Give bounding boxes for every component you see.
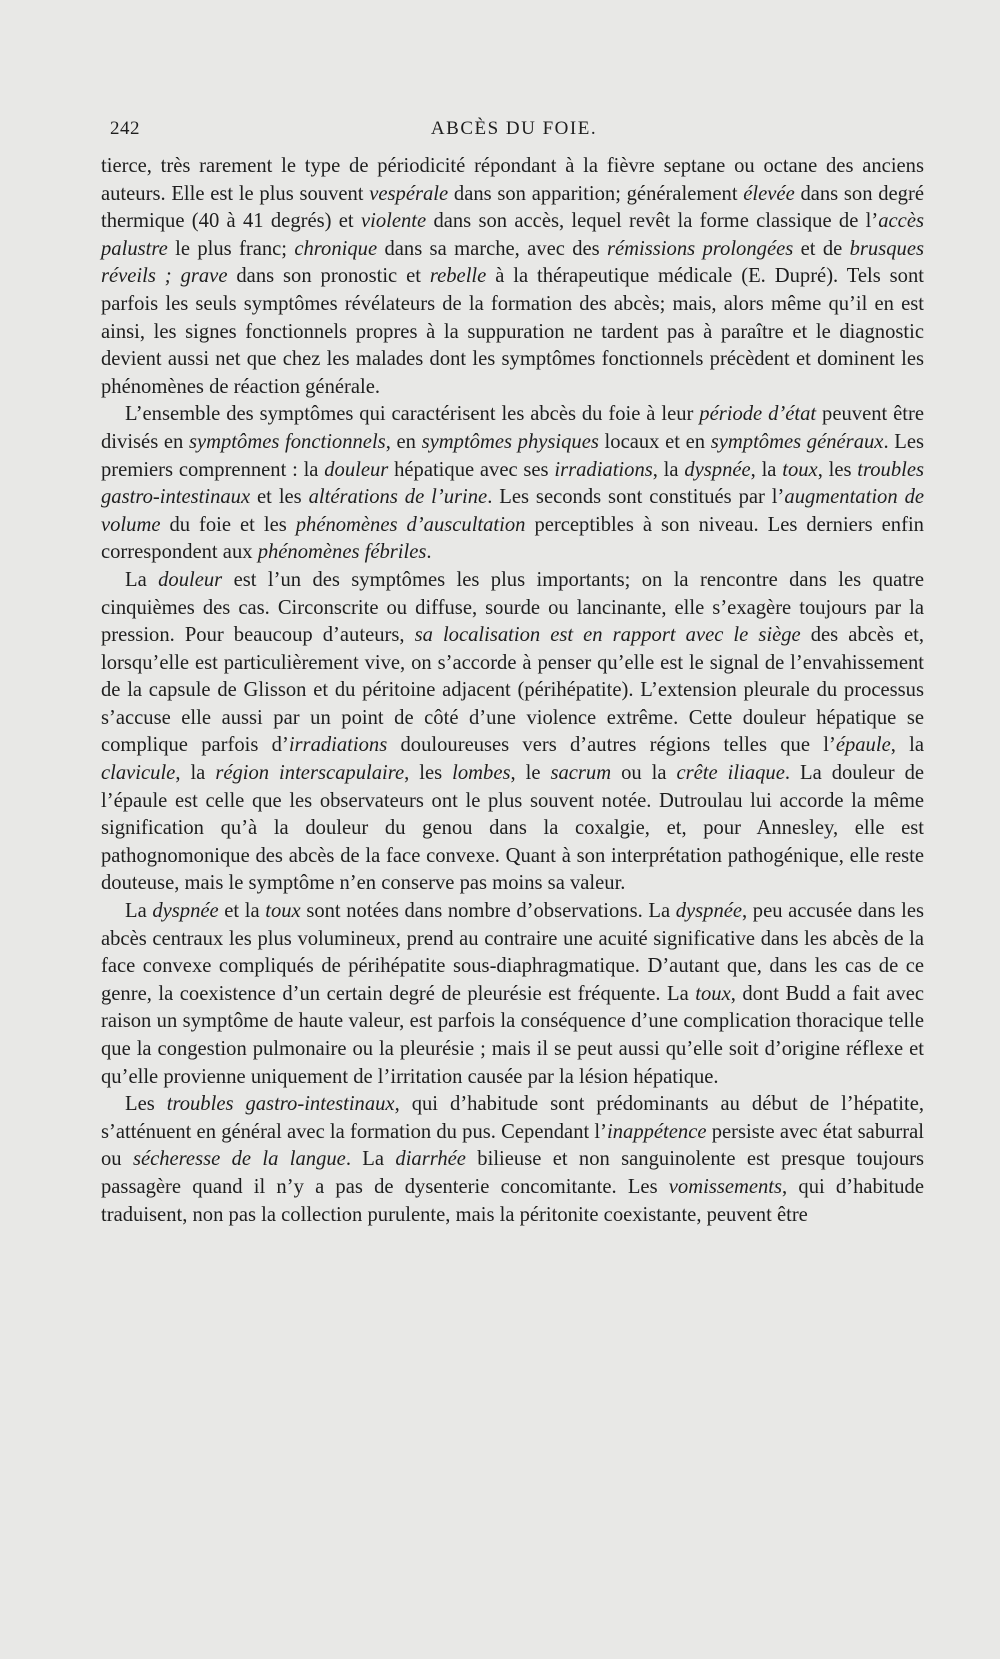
running-title: ABCÈS DU FOIE.: [430, 118, 598, 139]
italic-term: région interscapulaire: [215, 762, 405, 785]
italic-term: troubles gastro-intestinaux: [166, 1093, 395, 1116]
text-run: , le: [510, 762, 551, 785]
italic-term: violente: [360, 210, 427, 233]
paragraph-5: [101, 1091, 924, 1229]
italic-term: altérations de l’urine: [308, 486, 488, 509]
italic-term: rémissions prolongées: [607, 237, 794, 260]
text-run: L’ensemble des symptômes qui caractérisent les abcès du foie à leur: [125, 403, 700, 426]
text-run: le plus franc;: [167, 237, 295, 260]
paragraph-3: [101, 567, 924, 898]
text-run: douloureuses vers d’autres régions telles que l’: [387, 734, 836, 757]
paragraph-2: [101, 401, 924, 567]
text-run: dans son degré thermique (40 à 41 degrés) et: [101, 182, 924, 233]
italic-term: toux: [265, 900, 301, 923]
italic-term: augmentation de volume: [101, 486, 925, 536]
text-run: . La: [345, 1148, 396, 1171]
text-run: peuvent être divisés en: [101, 403, 925, 453]
text-run: , les: [817, 458, 858, 481]
italic-term: toux: [695, 982, 731, 1005]
italic-term: symptômes fonctionnels: [188, 430, 386, 453]
italic-term: dyspnée: [675, 900, 743, 923]
text-run: et les: [250, 486, 309, 509]
italic-term: irradiations: [288, 734, 388, 757]
text-run: du foie et les: [160, 513, 296, 536]
text-run: hépatique avec ses: [388, 458, 555, 481]
italic-term: inappétence: [607, 1120, 707, 1143]
italic-term: brusques réveils ; grave: [101, 237, 924, 288]
text-run: dans son apparition; généralement: [448, 182, 744, 205]
paragraph-1: [101, 153, 924, 401]
italic-term: phénomènes fébriles: [257, 541, 427, 564]
text-run: , qui d’habitude sont prédominants au début de l’hépatite, s’atténuent en général avec la formation du pus. Cependant l’: [101, 1093, 924, 1143]
italic-term: rebelle: [429, 265, 487, 288]
page-header: [104, 118, 924, 148]
text-run: , les: [404, 762, 453, 785]
italic-term: douleur: [158, 568, 223, 591]
italic-term: accès palustre: [101, 210, 924, 260]
italic-term: clavicule: [101, 762, 176, 785]
italic-term: symptômes généraux: [710, 430, 884, 453]
text-run: Les: [125, 1093, 167, 1116]
italic-term: symptômes physiques: [421, 430, 599, 453]
text-run: .: [426, 541, 432, 564]
italic-term: sacrum: [550, 762, 612, 785]
text-run: . Les premiers comprennent : la: [101, 430, 924, 481]
italic-term: irradiations: [554, 458, 653, 481]
italic-term: épaule: [835, 734, 891, 757]
italic-term: douleur: [324, 458, 389, 481]
text-run: , en: [385, 430, 422, 453]
text-run: , la: [750, 458, 783, 481]
italic-term: phénomènes d’auscultation: [295, 513, 526, 536]
text-run: et de: [793, 237, 850, 260]
text-run: dans son accès, lequel revêt la forme classique de l’: [426, 210, 879, 233]
text-run: est l’un des symptômes les plus importants; on la rencontre dans les quatre cinquièmes des cas. Circonscrite ou diffuse, sourde ou lancinante, elle s’exagère toujours par la pression. Pour beaucoup d’auteurs,: [101, 568, 924, 647]
italic-term: vespérale: [369, 182, 449, 205]
text-run: locaux et en: [598, 430, 711, 453]
text-run: . La douleur de l’épaule est celle que les observateurs ont le plus souvent notée. Dutroulau lui accorde la même signification qu’à la douleur du genou dans la coxalgie, et, pour Annesley, elle est pathognomonique des abcès de la face convexe. Quant à son interprétation pathogénique, elle reste douteuse, mais le symptôme n’en conserve pas moins sa valeur.: [101, 762, 925, 895]
paragraph-4: [101, 898, 924, 1091]
text-run: , peu accusée dans les abcès centraux les plus volumineux, prend au contraire une acuité significative dans les abcès de la face convexe compliqués de périhépatite sous-diaphragmatique. D’autant que, dans les cas de ce genre, la coexistence d’un certain degré de pleurésie est fréquente. La: [101, 900, 924, 1005]
text-run: , la: [652, 458, 685, 481]
body-text: [101, 153, 924, 1229]
text-run: sont notées dans nombre d’observations. La: [300, 900, 676, 923]
italic-term: période d’état: [699, 403, 817, 426]
italic-term: dyspnée: [152, 900, 219, 923]
italic-term: sécheresse de la langue: [132, 1148, 346, 1171]
text-run: bilieuse et non sanguinolente est presque toujours passagère quand il n’y a pas de dysenterie concomitante. Les: [101, 1148, 925, 1198]
text-run: La: [125, 900, 153, 923]
italic-term: chronique: [294, 237, 378, 260]
text-run: , la: [175, 762, 216, 785]
text-run: à la thérapeutique médicale (E. Dupré). Tels sont parfois les seuls symptômes révélateurs de la formation des abcès; mais, alors même qu’il en est ainsi, les signes fonctionnels propres à la suppuration ne tardent pas à paraître et le diagnostic devient aussi net que chez les malades dont les symptômes fonctionnels précèdent et dominent les phénomènes de réaction générale.: [101, 265, 924, 398]
text-run: et la: [218, 900, 266, 923]
italic-term: troubles gastro-intestinaux: [101, 458, 925, 509]
italic-term: élevée: [743, 182, 795, 205]
text-run: , dont Budd a fait avec raison un symptôme de haute valeur, est parfois la conséquence d’une complication thoracique telle que la congestion pulmonaire ou la pleurésie ; mais il se peut aussi qu’elle soit d’origine réflexe et qu’elle provienne uniquement de l’irritation causée par la lésion hépatique.: [101, 982, 924, 1088]
italic-term: toux: [782, 458, 818, 481]
text-run: . Les seconds sont constitués par l’: [487, 486, 785, 509]
page-number: 242: [110, 118, 140, 139]
italic-term: crête iliaque: [676, 762, 785, 785]
italic-term: sa localisation est en rapport avec le siège: [414, 624, 801, 647]
text-run: La: [125, 568, 159, 591]
text-run: dans son pronostic et: [227, 265, 430, 288]
text-run: , qui d’habitude traduisent, non pas la collection purulente, mais la péritonite coexistante, peuvent être: [101, 1175, 924, 1226]
text-run: , la: [890, 734, 924, 757]
text-run: perceptibles à son niveau. Les derniers enfin correspondent aux: [101, 513, 924, 564]
italic-term: diarrhée: [395, 1148, 466, 1171]
text-run: dans sa marche, avec des: [377, 237, 608, 260]
italic-term: vomissements: [668, 1175, 783, 1198]
italic-term: dyspnée: [684, 458, 751, 481]
text-run: ou la: [611, 762, 677, 785]
text-run: des abcès et, lorsqu’elle est particulièrement vive, on s’accorde à penser qu’elle est le signal de l’envahissement de la capsule de Glisson et du péritoine adjacent (périhépatite). L’extension pleurale du processus s’accuse elle aussi par un point de côté d’une violence extrême. Cette douleur hépatique se complique parfois d’: [101, 624, 925, 757]
text-run: tierce, très rarement le type de périodicité répondant à la fièvre septane ou octane des anciens auteurs. Elle est le plus souvent: [101, 155, 924, 205]
italic-term: lombes: [452, 762, 511, 785]
text-run: persiste avec état saburral ou: [101, 1120, 924, 1171]
